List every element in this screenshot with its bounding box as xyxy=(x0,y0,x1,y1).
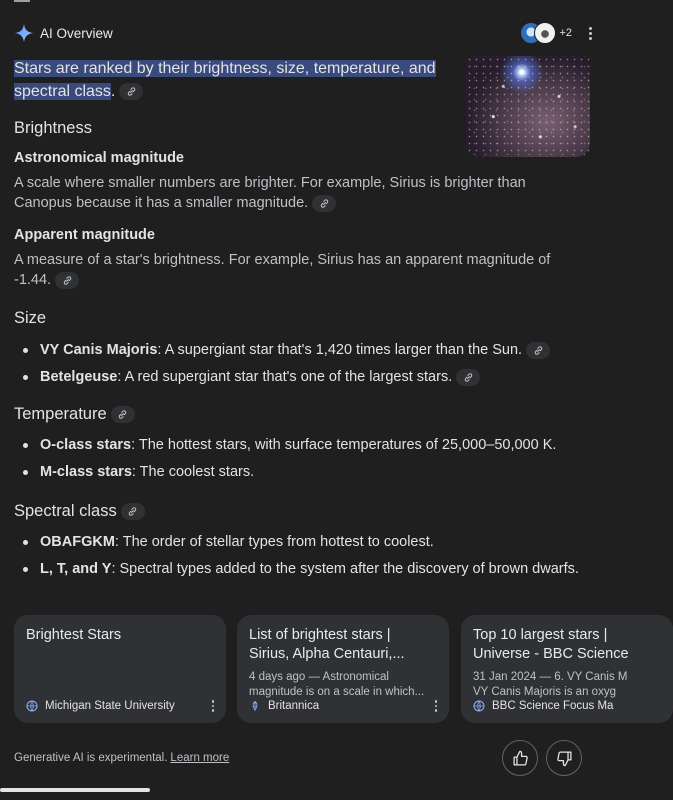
card-snippet-line2: magnitude is on a scale in which... xyxy=(249,686,425,698)
source-cards-carousel[interactable] xyxy=(14,615,629,723)
source-avatar[interactable] xyxy=(534,22,556,44)
ai-overview-title: AI Overview xyxy=(40,25,113,41)
section-heading-temperature: Temperature xyxy=(14,405,135,424)
globe-icon xyxy=(26,700,38,712)
card-title-line2: Universe - BBC Science xyxy=(473,646,629,662)
link-icon[interactable] xyxy=(119,83,143,100)
list-item: O-class stars: The hottest stars, with surface temperatures of 25,000–50,000 K. xyxy=(14,435,604,462)
britannica-icon xyxy=(249,700,261,712)
star-field-image[interactable] xyxy=(466,56,590,157)
thumbs-down-button[interactable] xyxy=(546,740,582,776)
source-card[interactable] xyxy=(237,615,449,723)
size-list xyxy=(14,340,604,394)
card-title: List of brightest stars | xyxy=(249,627,391,643)
card-source: Britannica xyxy=(268,700,320,712)
temperature-list xyxy=(14,435,604,489)
subheading-astronomical-magnitude: Astronomical magnitude xyxy=(14,150,184,166)
bbc-icon xyxy=(473,700,485,712)
card-snippet: 31 Jan 2024 — 6. VY Canis M xyxy=(473,671,628,683)
card-title-line2: Sirius, Alpha Centauri,... xyxy=(249,646,405,662)
card-source: BBC Science Focus Ma xyxy=(492,700,614,712)
thumbs-up-icon xyxy=(512,750,529,767)
source-card[interactable] xyxy=(461,615,673,723)
link-icon[interactable] xyxy=(312,195,336,212)
card-snippet-line2: VY Canis Majoris is an oxyg xyxy=(473,686,616,698)
list-item: OBAFGKM: The order of stellar types from hottest to coolest. xyxy=(14,532,604,559)
disclaimer: Generative AI is experimental. Learn more xyxy=(14,752,230,764)
card-kebab-icon[interactable] xyxy=(212,700,215,712)
summary-highlight: Stars are ranked by their brightness, size, temperature, and spectral class xyxy=(14,60,436,100)
list-item: M-class stars: The coolest stars. xyxy=(14,462,604,489)
link-icon[interactable] xyxy=(55,272,79,289)
overview-summary: Stars are ranked by their brightness, size, temperature, and spectral class. xyxy=(14,60,436,100)
card-snippet: 4 days ago — Astronomical xyxy=(249,671,389,683)
learn-more-link[interactable]: Learn more xyxy=(170,752,230,764)
apparent-magnitude-text: A measure of a star's brightness. For example, Sirius has an apparent magnitude of -1.44. xyxy=(14,252,551,288)
astronomical-magnitude-text: A scale where smaller numbers are brighter. For example, Sirius is brighter than Canopus because it has a smaller magnitude. xyxy=(14,175,526,211)
ai-overview-header xyxy=(14,22,592,44)
thumbs-up-button[interactable] xyxy=(502,740,538,776)
card-kebab-icon[interactable] xyxy=(435,700,438,712)
home-indicator[interactable] xyxy=(0,788,150,792)
section-heading-spectral-class: Spectral class xyxy=(14,502,145,521)
list-item: L, T, and Y: Spectral types added to the system after the discovery of brown dwarfs. xyxy=(14,559,604,586)
source-card[interactable] xyxy=(14,615,226,723)
card-source: Michigan State University xyxy=(45,700,175,712)
subheading-apparent-magnitude: Apparent magnitude xyxy=(14,227,155,243)
list-item: VY Canis Majoris: A supergiant star that's 1,420 times larger than the Sun. xyxy=(14,340,604,367)
top-handle xyxy=(14,0,30,2)
kebab-menu-icon[interactable] xyxy=(588,27,592,40)
link-icon[interactable] xyxy=(121,503,145,520)
more-sources-count[interactable]: +2 xyxy=(559,27,572,39)
link-icon[interactable] xyxy=(526,342,550,359)
ai-spark-icon xyxy=(14,23,34,43)
link-icon[interactable] xyxy=(111,406,135,423)
card-title: Top 10 largest stars | xyxy=(473,627,608,643)
section-heading-brightness: Brightness xyxy=(14,119,92,137)
list-item: Betelgeuse: A red supergiant star that's one of the largest stars. xyxy=(14,367,604,394)
card-title: Brightest Stars xyxy=(26,627,122,643)
thumbs-down-icon xyxy=(556,750,573,767)
link-icon[interactable] xyxy=(456,369,480,386)
spectral-list xyxy=(14,532,604,586)
section-heading-size: Size xyxy=(14,309,47,327)
